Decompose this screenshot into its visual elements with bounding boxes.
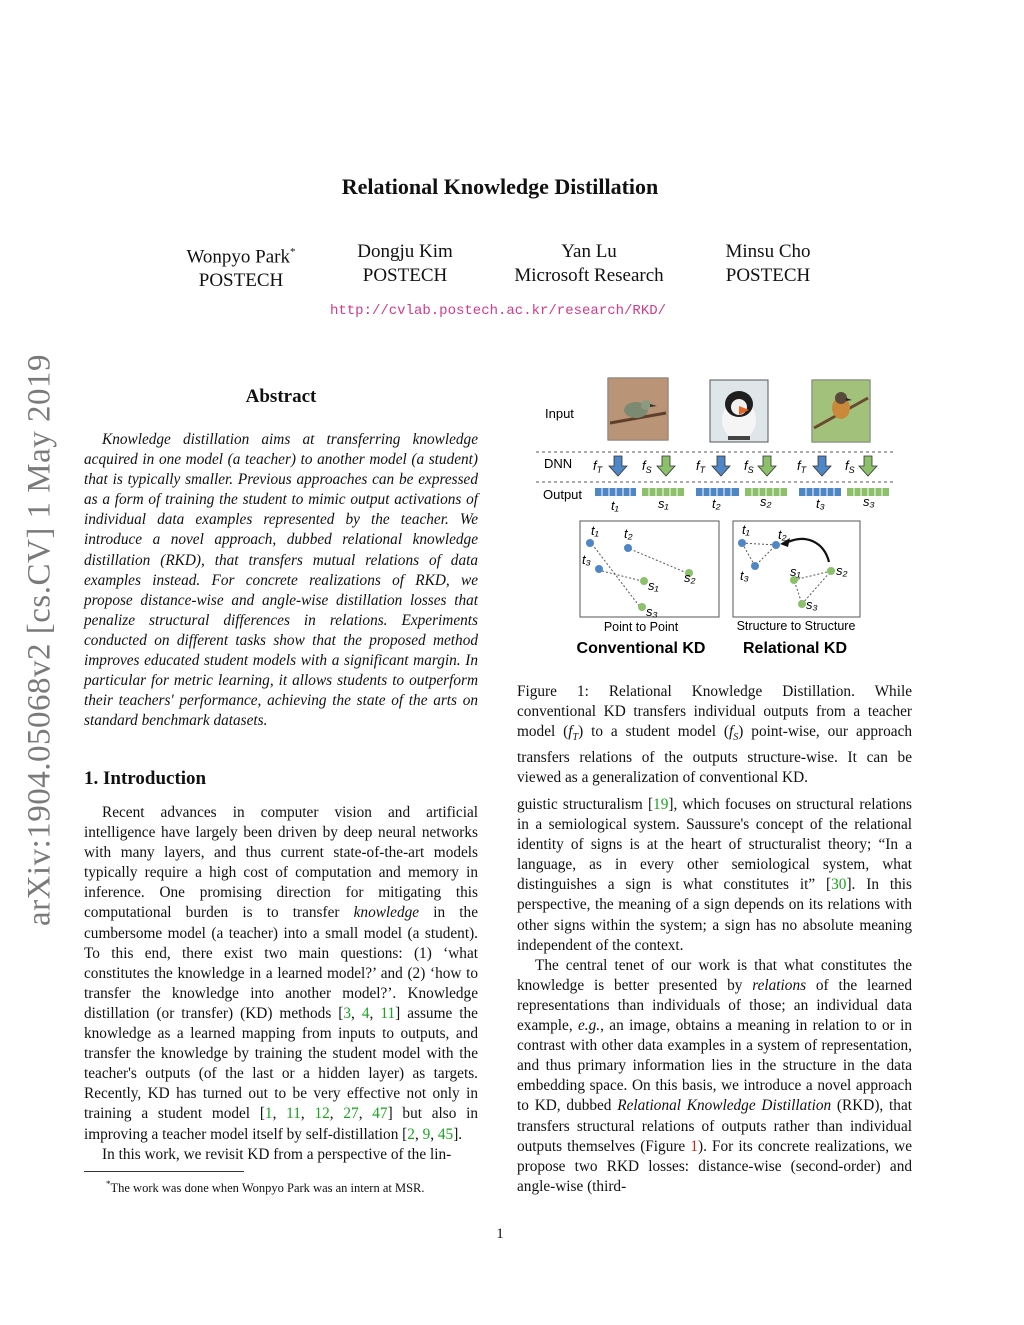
- project-url-link[interactable]: http://cvlab.postech.ac.kr/research/RKD/: [329, 303, 667, 319]
- point-t1: [738, 539, 746, 547]
- row-label-output: Output: [543, 487, 583, 502]
- label-s1: s₁: [790, 564, 801, 579]
- figure-1: [536, 368, 896, 668]
- figure-1-caption: Figure 1: Relational Knowledge Distillation. While conventional KD transfers individual outputs from a teacher model $(f_T)$ to a student model $(f_S)$ point-wise, our approach transfers relations of the outputs structure-wise. It can be viewed as a generalization of conventional KD.: [517, 683, 913, 787]
- citation-link[interactable]: 2: [407, 1125, 415, 1143]
- f-student-label: $f_S$: [642, 458, 652, 475]
- label-t3: t₃: [582, 552, 591, 567]
- author-name: Yan Lu: [561, 241, 617, 262]
- arrow-down-icon: [859, 456, 877, 476]
- point-s3: [798, 600, 806, 608]
- bird-image-1: [608, 378, 668, 440]
- footnote: *The work was done when Wonpyo Park was an intern at MSR.: [106, 1179, 425, 1196]
- point-s3: [638, 603, 646, 611]
- dnn-group-1: [593, 456, 675, 476]
- citation-link[interactable]: 27: [343, 1105, 359, 1123]
- output-label-s3: s₃: [863, 494, 875, 509]
- intro-paragraph-1: Recent advances in computer vision and artificial intelligence have largely been driven by deep neural networks with many layers, and thus current state-of-the-art models typically require a high cost of computation and memory in inference. One promising direction for mitigating this computational burden is to transfer knowledge in the cumbersome model (a teacher) into a small model (a student). To this end, there exist two main questions: (1) ‘what constitutes the knowledge in a learned model?’ and (2) ‘how to transfer the knowledge into another model?’. Knowledge distillation (or transfer) (KD) methods [3, 4, 11] assume the knowledge as a learned mapping from inputs to outputs, and transfer the knowledge by training the student model with the teacher's outputs (of the last or a hidden layer) as targets. Recently, KD has turned out to be very effective not only in training a student model [1, 11, 12, 27, 47] but also in improving a teacher model itself by self-distillation [2, 9, 45].: [84, 804, 479, 1143]
- bird-image-2: [710, 380, 768, 442]
- label-t2: t₂: [624, 526, 633, 541]
- output-label-s1: s₁: [658, 496, 669, 511]
- right-paragraph-2: The central tenet of our work is that what constitutes the knowledge is better presented by relations of the learned representations than individuals of those; an individual data example, e.g., an image, obtains a meaning in relation to or in contrast with other data examples in a system of representation, and thus primary information lies in the structure in the data embedding space. On this basis, we introduce a novel approach to KD, dubbed Relational Knowledge Distillation (RKD), that transfers structural relations of outputs rather than individual outputs themselves (Figure 1). For its concrete realizations, we propose two RKD losses: distance-wise (second-order) and angle-wise (third-: [517, 956, 913, 1195]
- citation-link[interactable]: 4: [361, 1004, 370, 1022]
- point-t3: [595, 565, 603, 573]
- point-t2: [624, 544, 632, 552]
- right-paragraph-1: guistic structuralism [19], which focuses on structural relations in a semiological system. Saussure's concept of the relational identity of signs is at the heart of structuralist theory; “In a language, as in every other semiological system, what distinguishes a sign is what constitutes it” [30]. In this perspective, the meaning of a sign depends on its relations with other signs within the system; a sign has no absolute meaning independent of the context.: [517, 796, 912, 954]
- arrow-down-icon: [813, 456, 831, 476]
- citation-link[interactable]: 30: [831, 876, 847, 894]
- citation-link[interactable]: 9: [422, 1125, 431, 1143]
- dnn-group-2: [696, 456, 776, 476]
- paper-title: Relational Knowledge Distillation: [341, 174, 659, 199]
- point-t2: [772, 541, 780, 549]
- output-label-t3: t₃: [816, 496, 825, 511]
- point-s2: [827, 567, 835, 575]
- abstract-text: [84, 430, 478, 731]
- author-affiliation: Microsoft Research: [514, 265, 664, 286]
- label-s2: s₂: [684, 570, 696, 585]
- output-label-t2: t₂: [712, 496, 721, 511]
- label-s2: s₂: [836, 563, 848, 578]
- citation-link[interactable]: 45: [437, 1125, 454, 1143]
- dnn-group-3: [797, 456, 877, 476]
- bird-image-3: [812, 380, 870, 442]
- point-t3: [751, 562, 759, 570]
- author-name: Minsu Cho: [725, 241, 811, 262]
- arrow-down-icon: [712, 456, 730, 476]
- output-label-t1: t₁: [611, 498, 619, 513]
- f-student-label: $f_S$: [845, 458, 855, 475]
- row-label-dnn: DNN: [544, 456, 573, 471]
- f-teacher-label: $f_T$: [593, 458, 603, 475]
- citation-link[interactable]: 12: [314, 1105, 330, 1123]
- output-vectors: [595, 488, 889, 513]
- label-t3: t₃: [740, 568, 749, 583]
- abstract-heading: Abstract: [245, 386, 317, 407]
- section-heading-introduction: 1. Introduction: [84, 768, 207, 789]
- title-relational-kd: Relational KD: [742, 640, 848, 657]
- intro-paragraph-2: In this work, we revisit KD from a perspective of the lin-: [102, 1145, 452, 1163]
- citation-link[interactable]: 1: [264, 1105, 273, 1123]
- author-affiliation: POSTECH: [725, 265, 811, 286]
- caption-point-to-point: Point to Point: [603, 620, 679, 634]
- f-teacher-label: $f_T$: [797, 458, 807, 475]
- citation-link[interactable]: 47: [372, 1105, 388, 1123]
- output-label-s2: s₂: [760, 494, 772, 509]
- structure-to-structure-diagram: [733, 521, 860, 657]
- point-s1: [640, 577, 648, 585]
- abstract-paragraph: Knowledge distillation aims at transferring knowledge acquired in one model (a teacher) to another model (a student) that is typically smaller. Previous approaches can be expressed as a form of training the student to mimic output activations of individual data examples represented by the teacher. We introduce a novel approach, dubbed relational knowledge distillation (RKD), that transfers mutual relations of data examples instead. For concrete realizations of RKD, we propose distance-wise and angle-wise distillation losses that penalize structural differences in relations. Experiments conducted on different tasks show that the proposed method improves educated student models with a significant margin. In particular for metric learning, it allows students to outperform their teachers' performance, achieving the state of the arts on standard benchmark datasets.: [84, 431, 478, 730]
- title-conventional-kd: Conventional KD: [576, 640, 706, 657]
- arrow-down-icon: [657, 456, 675, 476]
- footnote-rule: [84, 1171, 244, 1172]
- right-column-body: [517, 795, 912, 1197]
- author-name: Dongju Kim: [357, 241, 453, 262]
- page-number: 1: [496, 1226, 504, 1242]
- intro-body: [84, 803, 478, 1165]
- label-t1: t₁: [742, 522, 750, 537]
- arxiv-identifier: arXiv:1904.05068v2 [cs.CV] 1 May 2019: [21, 353, 58, 927]
- label-t1: t₁: [591, 523, 599, 538]
- author-affiliation: POSTECH: [362, 265, 448, 286]
- label-s1: s₁: [648, 578, 659, 593]
- arrow-down-icon: [758, 456, 776, 476]
- caption-structure-to-structure: Structure to Structure: [736, 619, 856, 633]
- arrow-down-icon: [609, 456, 627, 476]
- point-to-point-diagram: [577, 521, 719, 657]
- figure-reference-link[interactable]: 1: [690, 1137, 698, 1155]
- row-label-input: Input: [545, 406, 574, 421]
- author-name: Wonpyo Park: [186, 246, 290, 268]
- label-s3: s₃: [806, 597, 818, 612]
- citation-link[interactable]: 11: [286, 1105, 301, 1123]
- label-s3: s₃: [646, 604, 658, 619]
- author-footnote-mark: *: [290, 246, 296, 258]
- citation-link[interactable]: 19: [653, 796, 669, 813]
- label-t2: t₂: [778, 527, 787, 542]
- author-affiliation: POSTECH: [198, 270, 284, 292]
- author-4: [658, 240, 878, 288]
- f-student-label: $f_S$: [744, 458, 754, 475]
- citation-link[interactable]: 11: [380, 1004, 396, 1022]
- citation-link[interactable]: 3: [343, 1004, 352, 1022]
- point-t1: [586, 539, 594, 547]
- f-teacher-label: $f_T$: [696, 458, 706, 475]
